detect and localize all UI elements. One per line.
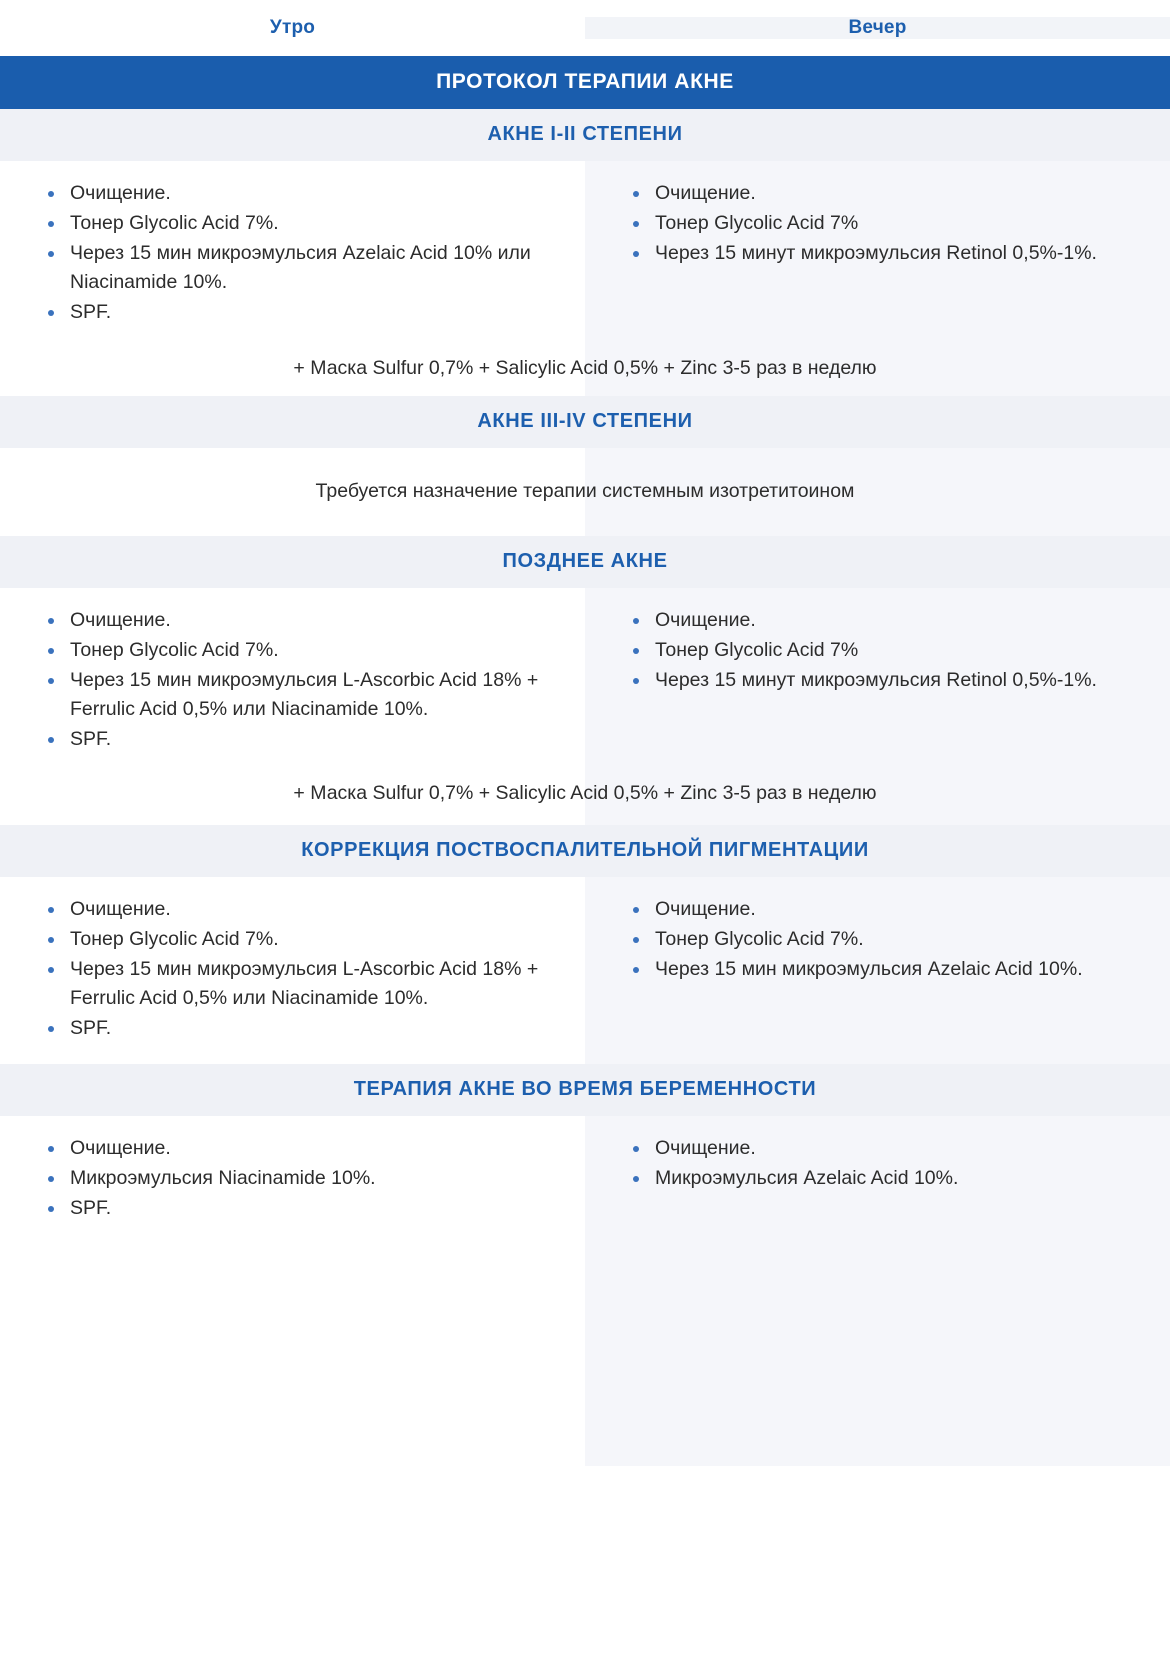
document-title-banner: ПРОТОКОЛ ТЕРАПИИ АКНЕ (0, 56, 1170, 109)
evening-routine-pigmentation (585, 877, 1170, 1050)
list-item: SPF. (48, 1014, 555, 1043)
filler-left (0, 1230, 585, 1466)
systemic-isotretinoin-note: Требуется назначение терапии системным изотретитоином (315, 480, 855, 502)
list-item: Очищение. (633, 179, 1140, 208)
column-header-morning: Утро (0, 17, 585, 39)
note-row-background (0, 761, 1170, 825)
morning-routine-acne-1-2 (0, 161, 585, 334)
list-item: Через 15 мин микроэмульсия L-Ascorbic Acid 18% + Ferrulic Acid 0,5% или Niacinamide 10%. (48, 666, 555, 724)
list-item: Очищение. (633, 895, 1140, 924)
evening-routine-acne-1-2 (585, 161, 1170, 334)
note-row-background (0, 334, 1170, 396)
section-body-pigmentation (0, 877, 1170, 1050)
list-item: Очищение. (633, 606, 1140, 635)
note-bg-left (0, 761, 585, 825)
pigmentation-spacer (0, 1050, 1170, 1064)
list-item: SPF. (48, 298, 555, 327)
list-item: Очищение. (48, 895, 555, 924)
morning-steps-list (30, 606, 555, 754)
list-item: Тонер Glycolic Acid 7%. (633, 925, 1140, 954)
section-title-acne-3-4: АКНЕ III-IV СТЕПЕНИ (0, 396, 1170, 448)
section-body-acne-3-4 (0, 448, 1170, 536)
section-title-pregnancy: ТЕРАПИЯ АКНЕ ВО ВРЕМЯ БЕРЕМЕННОСТИ (0, 1064, 1170, 1116)
section-title-acne-1-2: АКНЕ I-II СТЕПЕНИ (0, 109, 1170, 161)
list-item: Через 15 мин микроэмульсия Azelaic Acid 10% или Niacinamide 10%. (48, 239, 555, 297)
spacer-left (0, 1050, 585, 1064)
evening-steps-list (615, 606, 1140, 695)
column-headers (0, 0, 1170, 56)
filler-right (585, 1230, 1170, 1466)
morning-steps-list (30, 1134, 555, 1223)
list-item: Тонер Glycolic Acid 7% (633, 636, 1140, 665)
list-item: Тонер Glycolic Acid 7%. (48, 925, 555, 954)
morning-routine-late-acne (0, 588, 585, 761)
morning-steps-list (30, 895, 555, 1043)
note-row-acne-1-2 (0, 334, 1170, 396)
column-header-evening: Вечер (585, 17, 1170, 39)
mask-note-late-acne: + Маска Sulfur 0,7% + Salicylic Acid 0,5% + Zinc 3-5 раз в неделю (293, 782, 877, 804)
list-item: Микроэмульсия Niacinamide 10%. (48, 1164, 555, 1193)
list-item: Очищение. (48, 1134, 555, 1163)
section-title-late-acne: ПОЗДНЕЕ АКНЕ (0, 536, 1170, 588)
list-item: Очищение. (48, 179, 555, 208)
list-item: Через 15 мин микроэмульсия L-Ascorbic Acid 18% + Ferrulic Acid 0,5% или Niacinamide 10%. (48, 955, 555, 1013)
list-item: Тонер Glycolic Acid 7%. (48, 209, 555, 238)
list-item: SPF. (48, 1194, 555, 1223)
section-body-late-acne (0, 588, 1170, 761)
list-item: Очищение. (48, 606, 555, 635)
list-item: Через 15 минут микроэмульсия Retinol 0,5%-1%. (633, 239, 1140, 268)
section-body-acne-1-2 (0, 161, 1170, 334)
note-row-late-acne (0, 761, 1170, 825)
list-item: Тонер Glycolic Acid 7% (633, 209, 1140, 238)
morning-routine-pregnancy (0, 1116, 585, 1230)
spacer-right (585, 1050, 1170, 1064)
list-item: Тонер Glycolic Acid 7%. (48, 636, 555, 665)
evening-steps-list (615, 179, 1140, 268)
evening-steps-list (615, 1134, 1140, 1193)
evening-steps-list (615, 895, 1140, 984)
list-item: Очищение. (633, 1134, 1140, 1163)
evening-routine-pregnancy (585, 1116, 1170, 1230)
evening-routine-late-acne (585, 588, 1170, 761)
note-bg-right (585, 334, 1170, 396)
mask-note-acne-1-2: + Маска Sulfur 0,7% + Salicylic Acid 0,5% + Zinc 3-5 раз в неделю (293, 357, 877, 379)
morning-routine-pigmentation (0, 877, 585, 1050)
list-item: SPF. (48, 725, 555, 754)
note-bg-left (0, 334, 585, 396)
page-bottom-filler (0, 1230, 1170, 1466)
section-title-pigmentation: КОРРЕКЦИЯ ПОСТВОСПАЛИТЕЛЬНОЙ ПИГМЕНТАЦИИ (0, 825, 1170, 877)
morning-steps-list (30, 179, 555, 327)
list-item: Через 15 минут микроэмульсия Retinol 0,5%-1%. (633, 666, 1140, 695)
section-body-pregnancy (0, 1116, 1170, 1230)
note-bg-right (585, 761, 1170, 825)
list-item: Через 15 мин микроэмульсия Azelaic Acid 10%. (633, 955, 1140, 984)
list-item: Микроэмульсия Azelaic Acid 10%. (633, 1164, 1140, 1193)
